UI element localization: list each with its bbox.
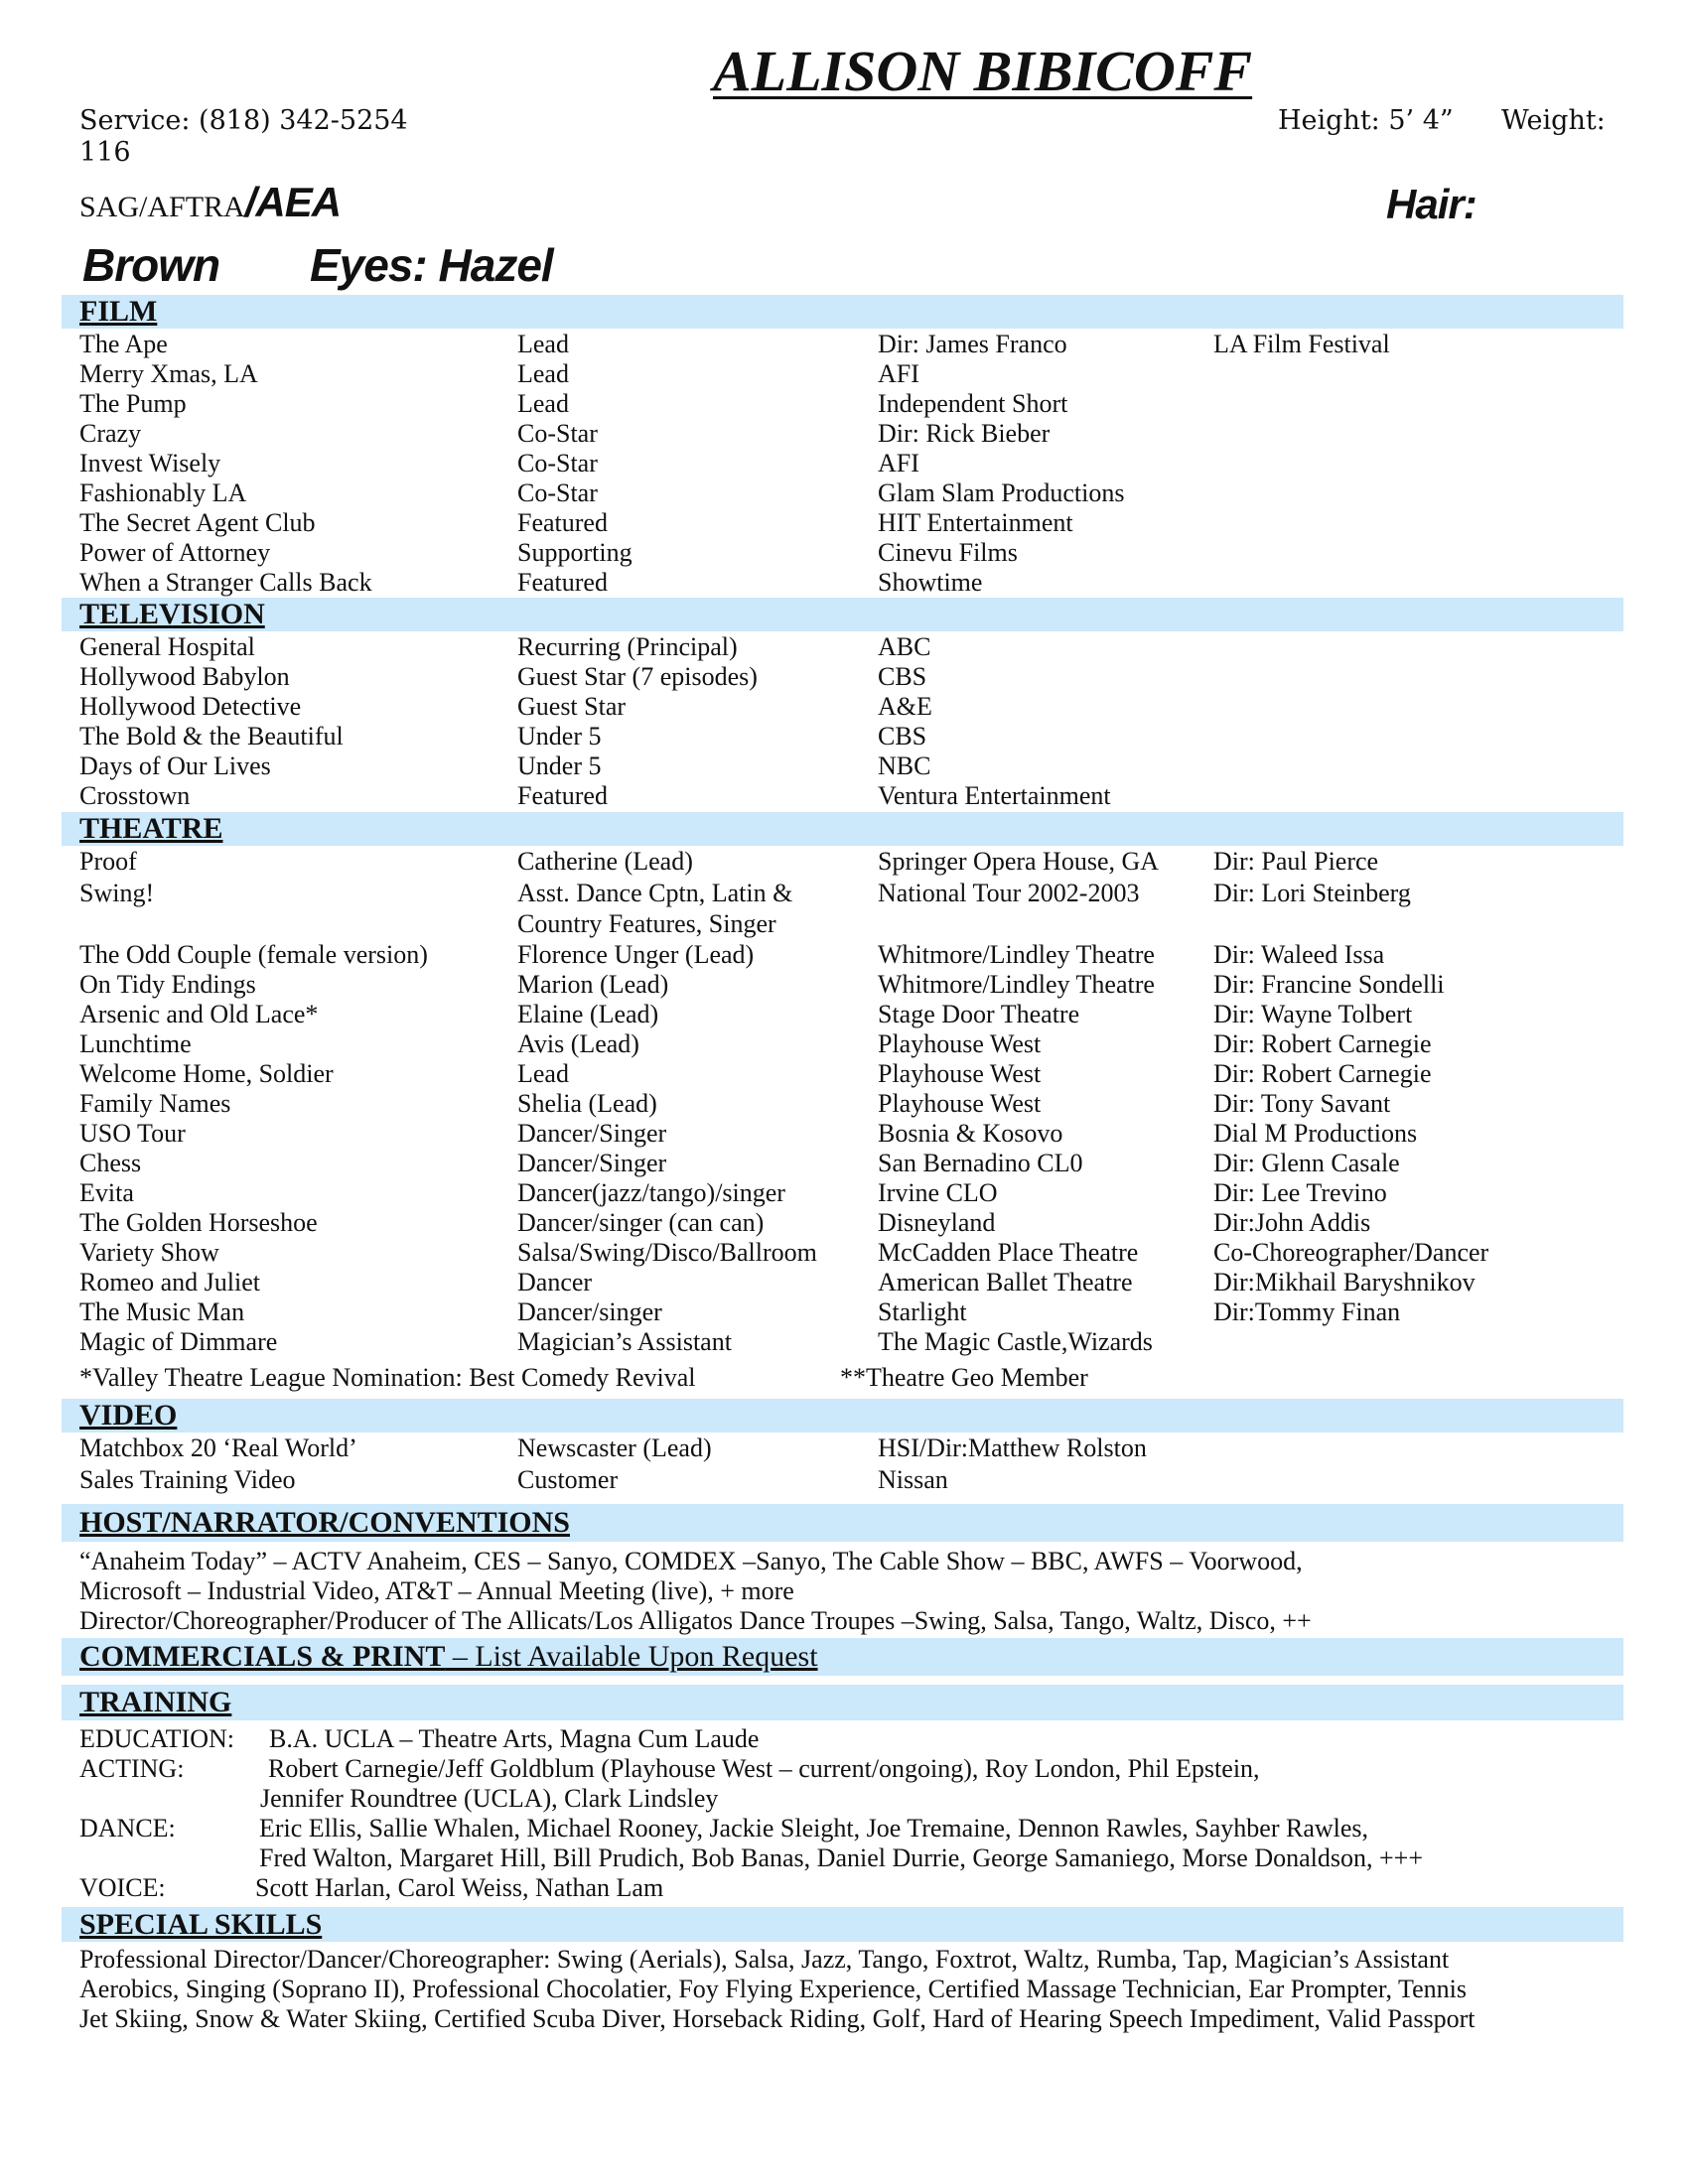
role-cell: Lead — [517, 330, 569, 358]
role-cell: Recurring (Principal) — [517, 632, 738, 661]
weight-label: Weight: — [1501, 105, 1606, 136]
title-cell: On Tidy Endings — [79, 970, 256, 999]
table-row — [0, 1297, 1688, 1327]
table-row — [0, 330, 1688, 359]
role-cell: Shelia (Lead) — [517, 1089, 657, 1118]
table-row — [0, 662, 1688, 692]
actor-name: ALLISON BIBICOFF — [713, 39, 1253, 103]
venue-cell: National Tour 2002-2003 — [878, 879, 1140, 907]
skills-line: Jet Skiing, Snow & Water Skiing, Certified Scuba Diver, Horseback Riding, Golf, Hard of Hearing Speech Impediment, Valid Passport — [79, 2004, 1476, 2033]
venue-cell: Starlight — [878, 1297, 967, 1326]
role-cell: Guest Star (7 episodes) — [517, 662, 758, 691]
table-row — [0, 847, 1688, 877]
theatre-footnote-member: **Theatre Geo Member — [840, 1363, 1088, 1392]
table-row — [0, 568, 1688, 598]
acting-label: ACTING: — [79, 1754, 185, 1783]
director-cell: Co-Choreographer/Dancer — [1213, 1238, 1489, 1267]
title-cell: Invest Wisely — [79, 449, 221, 478]
role-cell: Catherine (Lead) — [517, 847, 693, 876]
host-line: “Anaheim Today” – ACTV Anaheim, CES – Sanyo, COMDEX –Sanyo, The Cable Show – BBC, AWFS – Voorwood, — [79, 1547, 1303, 1575]
venue-cell: CBS — [878, 722, 927, 751]
acting-value-2: Jennifer Roundtree (UCLA), Clark Lindsley — [260, 1784, 719, 1813]
director-cell: Dir: Robert Carnegie — [1213, 1059, 1432, 1088]
role-cell: Elaine (Lead) — [517, 1000, 659, 1028]
director-cell: Dir: Robert Carnegie — [1213, 1029, 1432, 1058]
title-cell: Crosstown — [79, 781, 191, 810]
role-cell: Asst. Dance Cptn, Latin & — [517, 879, 793, 907]
title-cell: Power of Attorney — [79, 538, 271, 567]
eyes: Eyes: Hazel — [310, 239, 553, 291]
table-row — [0, 508, 1688, 538]
video-section-title: VIDEO — [79, 1399, 178, 1432]
table-row — [0, 781, 1688, 811]
title-cell: Evita — [79, 1178, 134, 1207]
union-bold: /AEA — [244, 179, 342, 225]
voice-value: Scott Harlan, Carol Weiss, Nathan Lam — [255, 1873, 664, 1902]
director-cell: Dir: Wayne Tolbert — [1213, 1000, 1413, 1028]
venue-cell: Whitmore/Lindley Theatre — [878, 940, 1155, 969]
hair-value: Brown — [82, 239, 220, 291]
title-cell: Fashionably LA — [79, 478, 247, 507]
venue-cell: San Bernadino CL0 — [878, 1149, 1083, 1177]
director-cell: Dir: Francine Sondelli — [1213, 970, 1445, 999]
title-cell: The Bold & the Beautiful — [79, 722, 344, 751]
role-cell: Lead — [517, 389, 569, 418]
role-cell: Featured — [517, 781, 608, 810]
table-row — [0, 449, 1688, 478]
director-cell: Dir: Glenn Casale — [1213, 1149, 1400, 1177]
table-row — [0, 1465, 1688, 1495]
venue-cell: HIT Entertainment — [878, 508, 1073, 537]
venue-cell: The Magic Castle,Wizards — [878, 1327, 1153, 1356]
role-cell: Dancer/singer — [517, 1297, 662, 1326]
service-phone: Service: (818) 342-5254 — [79, 105, 408, 136]
training-section-band — [62, 1685, 1623, 1720]
title-cell: Arsenic and Old Lace* — [79, 1000, 319, 1028]
role-cell: Marion (Lead) — [517, 970, 669, 999]
director-cell: Dir: Paul Pierce — [1213, 847, 1379, 876]
education-label: EDUCATION: — [79, 1724, 234, 1753]
union-plain: SAG/AFTRA — [79, 191, 245, 223]
title-cell: Hollywood Detective — [79, 692, 302, 721]
table-row — [0, 1208, 1688, 1238]
director-cell: Dir: Waleed Issa — [1213, 940, 1385, 969]
director-cell: Dir:Tommy Finan — [1213, 1297, 1401, 1326]
table-row — [0, 1089, 1688, 1119]
dance-label: DANCE: — [79, 1814, 176, 1843]
dance-value-1: Eric Ellis, Sallie Whalen, Michael Rooney, Jackie Sleight, Joe Tremaine, Dennon Rawles, Sayhber Rawles, — [259, 1814, 1369, 1843]
venue-cell: HSI/Dir:Matthew Rolston — [878, 1433, 1147, 1462]
role-cell: Co-Star — [517, 419, 598, 448]
acting-value-1: Robert Carnegie/Jeff Goldblum (Playhouse West – current/ongoing), Roy London, Phil Epstein, — [268, 1754, 1260, 1783]
role-cell: Salsa/Swing/Disco/Ballroom — [517, 1238, 817, 1267]
title-cell: The Secret Agent Club — [79, 508, 316, 537]
table-row — [0, 1327, 1688, 1357]
role-cell: Customer — [517, 1465, 619, 1494]
venue-cell: Springer Opera House, GA — [878, 847, 1160, 876]
venue-cell: NBC — [878, 751, 931, 780]
title-cell: Variety Show — [79, 1238, 219, 1267]
table-row — [0, 1178, 1688, 1208]
table-row — [0, 940, 1688, 970]
table-row — [0, 1029, 1688, 1059]
title-cell: General Hospital — [79, 632, 255, 661]
title-cell: Merry Xmas, LA — [79, 359, 258, 388]
title-cell: Crazy — [79, 419, 142, 448]
commercials-section-title — [79, 1640, 818, 1674]
title-cell: The Ape — [79, 330, 168, 358]
title-cell: The Golden Horseshoe — [79, 1208, 318, 1237]
director-cell: Dir:John Addis — [1213, 1208, 1371, 1237]
role-cell: Dancer/Singer — [517, 1119, 667, 1148]
role-cell: Magician’s Assistant — [517, 1327, 732, 1356]
title-cell: Chess — [79, 1149, 142, 1177]
host-section-title: HOST/NARRATOR/CONVENTIONS — [79, 1506, 570, 1539]
table-row — [0, 879, 1688, 908]
director-cell: Dial M Productions — [1213, 1119, 1418, 1148]
venue-cell: Bosnia & Kosovo — [878, 1119, 1063, 1148]
role-cell: Under 5 — [517, 751, 602, 780]
training-section-title: TRAINING — [79, 1686, 232, 1718]
venue-cell: Dir: Rick Bieber — [878, 419, 1051, 448]
venue-cell: CBS — [878, 662, 927, 691]
title-cell: Sales Training Video — [79, 1465, 296, 1494]
role-cell: Newscaster (Lead) — [517, 1433, 712, 1462]
education-value: B.A. UCLA – Theatre Arts, Magna Cum Laude — [269, 1724, 760, 1753]
title-cell: Lunchtime — [79, 1029, 192, 1058]
host-line: Director/Choreographer/Producer of The Allicats/Los Alligatos Dance Troupes –Swing, Salsa, Tango, Waltz, Disco, ++ — [79, 1606, 1312, 1635]
role-cell: Dancer — [517, 1268, 593, 1297]
venue-cell: ABC — [878, 632, 931, 661]
table-row — [0, 692, 1688, 722]
union-affiliations — [79, 179, 341, 226]
director-cell: LA Film Festival — [1213, 330, 1390, 358]
table-row — [0, 1059, 1688, 1089]
weight-value: 116 — [79, 137, 131, 168]
role-cell: Avis (Lead) — [517, 1029, 639, 1058]
venue-cell: Cinevu Films — [878, 538, 1018, 567]
role-cell: Guest Star — [517, 692, 627, 721]
film-section-band — [62, 295, 1623, 329]
role-cell: Co-Star — [517, 478, 598, 507]
role-cell: Co-Star — [517, 449, 598, 478]
table-row — [0, 1433, 1688, 1463]
venue-cell: McCadden Place Theatre — [878, 1238, 1139, 1267]
venue-cell: Glam Slam Productions — [878, 478, 1125, 507]
table-row — [0, 1268, 1688, 1297]
venue-cell: Dir: James Franco — [878, 330, 1067, 358]
role-cell: Featured — [517, 568, 608, 597]
venue-cell: Playhouse West — [878, 1059, 1042, 1088]
venue-cell: AFI — [878, 449, 919, 478]
table-row — [0, 1238, 1688, 1268]
table-row — [0, 909, 1688, 939]
table-row — [0, 632, 1688, 662]
table-row — [0, 538, 1688, 568]
title-cell: Romeo and Juliet — [79, 1268, 260, 1297]
table-row — [0, 478, 1688, 508]
title-cell: When a Stranger Calls Back — [79, 568, 372, 597]
venue-cell: Ventura Entertainment — [878, 781, 1111, 810]
theatre-section-title: THEATRE — [79, 812, 223, 845]
venue-cell: Irvine CLO — [878, 1178, 998, 1207]
venue-cell: AFI — [878, 359, 919, 388]
theatre-section-band — [62, 812, 1623, 846]
title-cell: Proof — [79, 847, 137, 876]
skills-line: Professional Director/Dancer/Choreographer: Swing (Aerials), Salsa, Jazz, Tango, Foxtrot, Waltz, Rumba, Tap, Magician’s Assistant — [79, 1945, 1450, 1974]
dance-value-2: Fred Walton, Margaret Hill, Bill Prudich, Bob Banas, Daniel Durrie, George Samaniego, Morse Donaldson, +++ — [259, 1843, 1423, 1872]
film-section-title: FILM — [79, 295, 158, 328]
title-cell: Magic of Dimmare — [79, 1327, 278, 1356]
role-cell: Dancer(jazz/tango)/singer — [517, 1178, 785, 1207]
venue-cell: American Ballet Theatre — [878, 1268, 1133, 1297]
role-cell: Featured — [517, 508, 608, 537]
hair-label: Hair: — [1386, 181, 1477, 227]
director-cell: Dir: Lori Steinberg — [1213, 879, 1411, 907]
table-row — [0, 1000, 1688, 1029]
host-line: Microsoft – Industrial Video, AT&T – Annual Meeting (live), + more — [79, 1576, 794, 1605]
table-row — [0, 1119, 1688, 1149]
title-cell: The Odd Couple (female version) — [79, 940, 428, 969]
role-cell: Dancer/singer (can can) — [517, 1208, 765, 1237]
commercials-note: – List Available Upon Request — [445, 1640, 818, 1673]
television-section-band — [62, 598, 1623, 631]
voice-label: VOICE: — [79, 1873, 166, 1902]
table-row — [0, 1149, 1688, 1178]
title-cell: The Pump — [79, 389, 187, 418]
venue-cell: Independent Short — [878, 389, 1068, 418]
television-section-title: TELEVISION — [79, 598, 265, 630]
role-cell: Supporting — [517, 538, 633, 567]
venue-cell: Playhouse West — [878, 1029, 1042, 1058]
theatre-footnote-nomination: *Valley Theatre League Nomination: Best Comedy Revival — [79, 1363, 696, 1392]
title-cell: Hollywood Babylon — [79, 662, 290, 691]
title-cell: Days of Our Lives — [79, 751, 271, 780]
height: Height: 5’ 4” — [1278, 105, 1454, 136]
table-row — [0, 419, 1688, 449]
venue-cell: A&E — [878, 692, 932, 721]
title-cell: Matchbox 20 ‘Real World’ — [79, 1433, 357, 1462]
skills-line: Aerobics, Singing (Soprano II), Professional Chocolatier, Foy Flying Experience, Certified Massage Technician, Ear Prompter, Tennis — [79, 1975, 1468, 2003]
commercials-title: COMMERCIALS & PRINT — [79, 1640, 446, 1673]
director-cell: Dir: Lee Trevino — [1213, 1178, 1387, 1207]
role-cell: Dancer/Singer — [517, 1149, 667, 1177]
role-cell: Country Features, Singer — [517, 909, 776, 938]
title-cell: Family Names — [79, 1089, 231, 1118]
venue-cell: Disneyland — [878, 1208, 996, 1237]
table-row — [0, 970, 1688, 1000]
venue-cell: Showtime — [878, 568, 983, 597]
title-cell: USO Tour — [79, 1119, 186, 1148]
role-cell: Florence Unger (Lead) — [517, 940, 755, 969]
video-section-band — [62, 1399, 1623, 1433]
table-row — [0, 359, 1688, 389]
venue-cell: Nissan — [878, 1465, 948, 1494]
director-cell: Dir: Tony Savant — [1213, 1089, 1391, 1118]
venue-cell: Stage Door Theatre — [878, 1000, 1080, 1028]
director-cell: Dir:Mikhail Baryshnikov — [1213, 1268, 1476, 1297]
title-cell: Swing! — [79, 879, 155, 907]
table-row — [0, 389, 1688, 419]
role-cell: Under 5 — [517, 722, 602, 751]
title-cell: Welcome Home, Soldier — [79, 1059, 334, 1088]
skills-section-title: SPECIAL SKILLS — [79, 1908, 323, 1941]
title-cell: The Music Man — [79, 1297, 245, 1326]
table-row — [0, 722, 1688, 751]
table-row — [0, 751, 1688, 781]
role-cell: Lead — [517, 1059, 569, 1088]
venue-cell: Whitmore/Lindley Theatre — [878, 970, 1155, 999]
role-cell: Lead — [517, 359, 569, 388]
venue-cell: Playhouse West — [878, 1089, 1042, 1118]
